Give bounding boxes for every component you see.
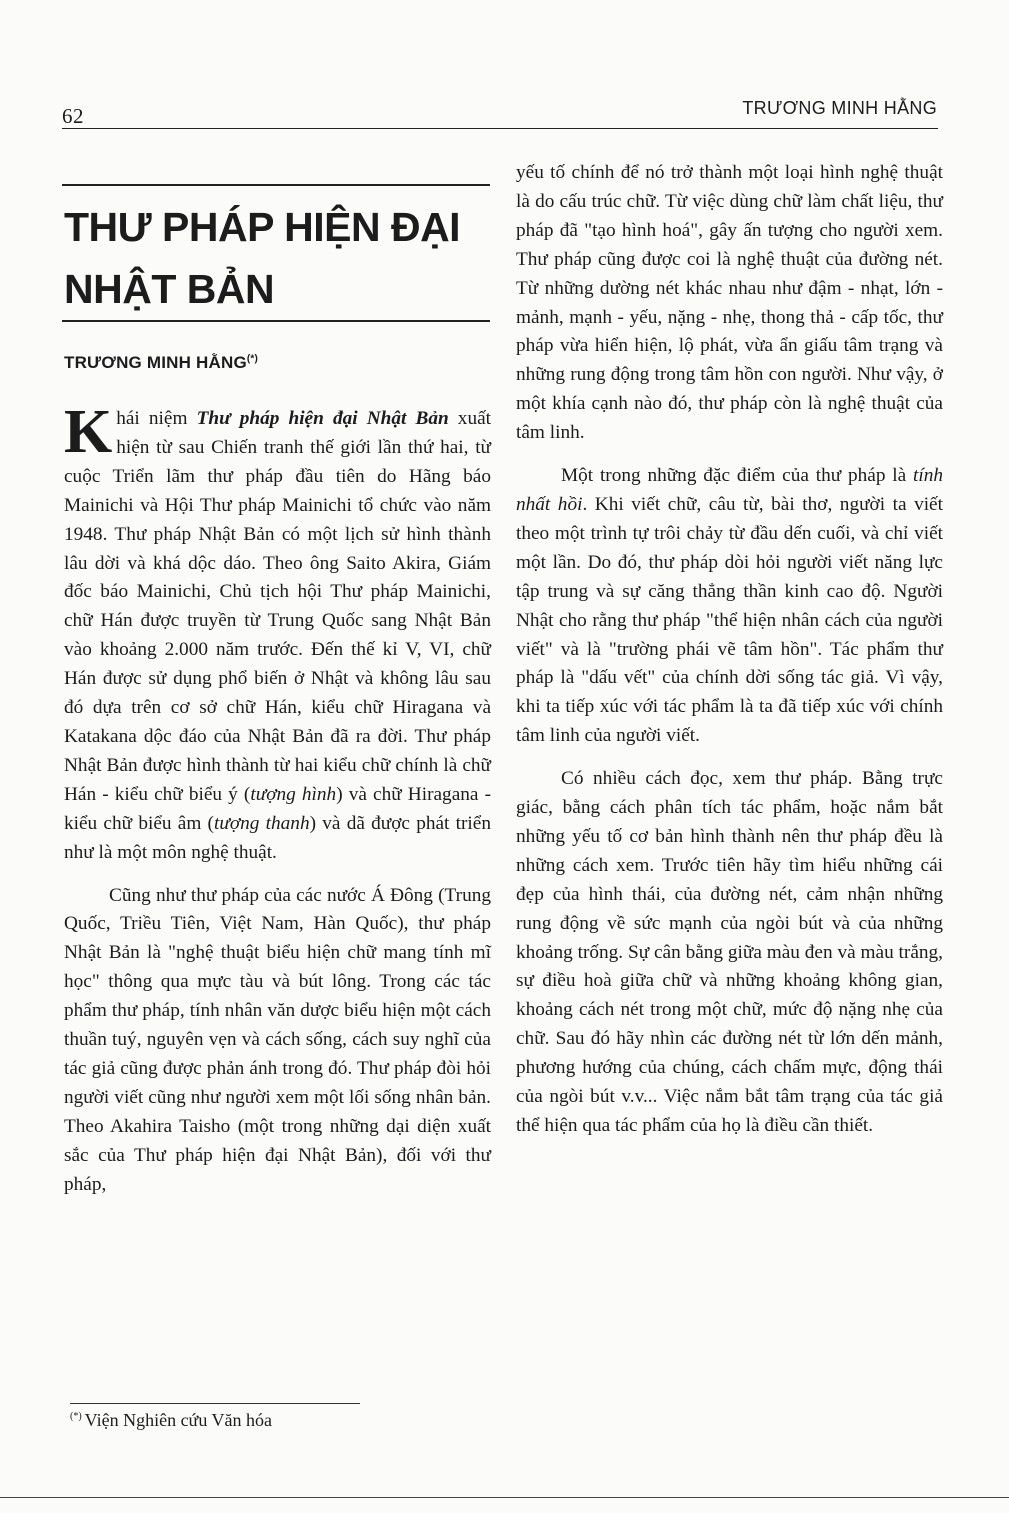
- p1-italic-term: Thư pháp hiện đại Nhật Bản: [196, 408, 449, 429]
- p1-text-d: ) và dã được phát triển như là một môn nghệ thuật.: [64, 812, 491, 863]
- title-line-2: NHẬT BẢN: [64, 266, 275, 312]
- p1-text-a: hái niệm: [116, 408, 197, 429]
- article-title: [64, 196, 494, 320]
- page-number: 62: [62, 104, 84, 128]
- left-column: [64, 398, 491, 1199]
- bottom-rule: [0, 1497, 1009, 1498]
- title-line-1: THƯ PHÁP HIỆN ĐẠI: [64, 204, 461, 250]
- title-rule-bottom: [62, 320, 490, 322]
- header-rule: [62, 128, 938, 129]
- author-name: TRƯƠNG MINH HẰNG: [64, 353, 247, 372]
- footnote-mark: (*): [70, 1411, 82, 1422]
- footnote-text: Viện Nghiên cứu Văn hóa: [84, 1410, 272, 1430]
- drop-cap: K: [64, 398, 113, 466]
- paragraph-1: [64, 398, 491, 868]
- p1-italic-term-3: tượng thanh: [213, 812, 310, 834]
- footnote-rule: [70, 1403, 360, 1404]
- running-header: TRƯƠNG MINH HẰNG: [742, 98, 937, 118]
- right-column: [516, 159, 943, 1141]
- paragraph-continued: yếu tố chính để nó trở thành một loại hình nghệ thuật là do cấu trúc chữ. Từ việc dùng chữ làm chất liệu, thư pháp đã "tạo hình hoá", gây ấn tượng cho người xem. Thư pháp cũng được coi là nghệ thuật của đường nét. Từ những dường nét khác nhau như đậm - nhạt, lớn - mảnh, mạnh - yếu, nặng - nhẹ, thong thả - cấp tốc, thư pháp vừa hiển hiện, lộ phát, vừa ẩn giấu tâm trạng và những rung động trong tâm hồn con người. Như vậy, ở một khía cạnh nào đó, thư pháp còn là nghệ thuật của tâm linh.: [516, 162, 943, 444]
- p3-text-b: . Khi viết chữ, câu từ, bài thơ, người ta viết theo một trình tự trôi chảy từ đầu dến cuối, và chỉ viết một lần. Do đó, thư pháp dòi hỏi người viết năng lực tập trung và sự căng thẳng thần kinh cao độ. Người Nhật cho rằng thư pháp "thể hiện nhân cách của người viết" và là "trường phái vẽ tâm hồn". Tác phẩm thư pháp là "dấu vết" của chính dời sống tác giả. Vì vậy, khi ta tiếp xúc với tác phẩm là ta đã tiếp xúc với chính tâm linh của người viết.: [516, 493, 943, 747]
- author-footnote-mark: (*): [246, 353, 259, 365]
- p1-italic-term-2: tượng hình: [250, 783, 337, 805]
- p1-text-b: xuất hiện từ sau Chiến tranh thế giới lần thứ hai, từ cuộc Triển lãm thư pháp đầu tiên do Hãng báo Mainichi và Hội Thư pháp Mainichi tổ chức vào năm 1948. Thư pháp Nhật Bản có một lịch sử hình thành lâu dời và khá dộc dáo. Theo ông Saito Akira, Giám đốc báo Mainichi, Chủ tịch hội Thư pháp Mainichi, chữ Hán được truyền từ Trung Quốc sang Nhật Bản vào khoảng 2.000 năm trước. Đến thế kỉ V, VI, chữ Hán được sử dụng phổ biến ở Nhật và không lâu sau đó dựa trên cơ sở chữ Hán, kiểu chữ Hiragana và Katakana dộc đáo của Nhật Bản đã ra đời. Thư pháp Nhật Bản được hình thành từ hai kiểu chữ chính là chữ Hán - kiểu chữ biểu ý (: [64, 408, 491, 805]
- p3-text-a: Một trong những đặc điểm của thư pháp là: [561, 465, 913, 487]
- p1-text-c: ) và chữ Hiragana - kiểu chữ biểu âm (: [64, 783, 491, 834]
- author-byline: [64, 353, 258, 373]
- footnote: [70, 1410, 272, 1431]
- paragraph-4: Có nhiều cách đọc, xem thư pháp. Bằng trực giác, bằng cách phân tích tác phẩm, hoặc nắm bắt những yếu tố cơ bản hình thành nên thư pháp đều là những cách xem. Trước tiên hãy tìm hiểu những cái đẹp của hình thái, của đường nét, cảm nhận những rung động về sức mạnh của ngòi bút và của những khoảng trống. Sự cân bằng giữa màu đen và màu trắng, sự điều hoà giữa chữ và những khoảng không gian, khoảng cách nét trong một chữ, mức độ nặng nhẹ của chữ. Sau đó hãy nhìn các đường nét từ lớn dến mảnh, phương hướng của chúng, cách chấm mực, động thái của ngòi bút v.v... Việc nắm bắt tâm trạng của tác giả thể hiện qua tác phẩm của họ là điều cần thiết.: [516, 768, 943, 1136]
- paragraph-3: [516, 462, 943, 751]
- paragraph-2: Cũng như thư pháp của các nước Á Đông (Trung Quốc, Triều Tiên, Việt Nam, Hàn Quốc), thư pháp Nhật Bản là "nghệ thuật biểu hiện chữ mang tính mĩ học" thông qua mực tàu và bút lông. Trong các tác phẩm thư pháp, tính nhân văn dược biểu hiện một cách thuần tuý, nguyên vẹn và cách sống, cách suy nghĩ của tác giả cũng được phản ánh trong đó. Thư pháp đòi hỏi người viết cũng như người xem một lối sống nhân bản. Theo Akahira Taisho (một trong những dại diện xuất sắc của Thư pháp hiện đại Nhật Bản), đối với thư pháp,: [64, 884, 491, 1195]
- p3-italic-term: tính nhất hồi: [516, 465, 943, 515]
- title-rule-top: [62, 184, 490, 186]
